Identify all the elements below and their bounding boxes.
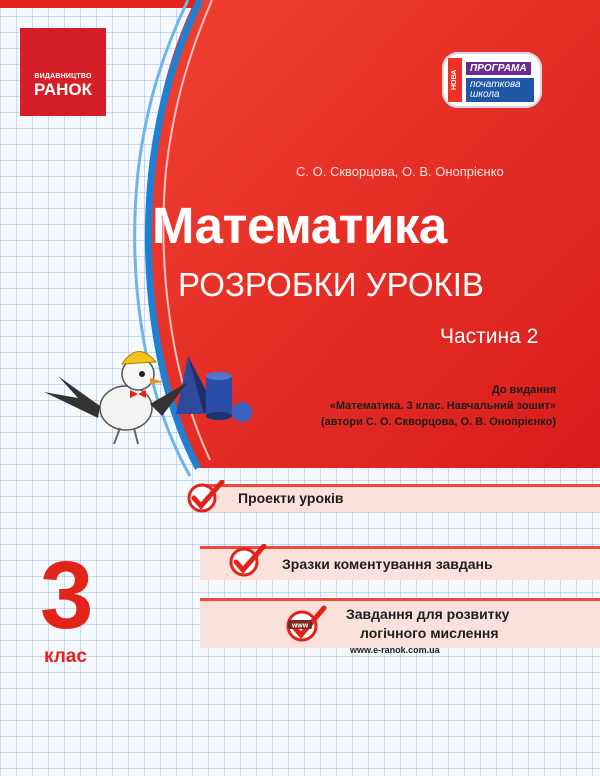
grade-number: 3: [40, 542, 94, 649]
feature-label-1: Проекти уроків: [238, 490, 344, 506]
check-icon: [228, 544, 268, 578]
feature-label-3-line2: логічного мислення: [360, 625, 499, 641]
grade-word: клас: [44, 646, 87, 667]
badge-line2: початкова: [470, 79, 521, 90]
feature-label-3-line1: Завдання для розвитку: [346, 606, 510, 622]
book-subtitle: РОЗРОБКИ УРОКІВ: [178, 266, 484, 303]
book-title: Математика: [152, 197, 447, 254]
edition-line1: До видання: [491, 384, 556, 396]
check-icon: [186, 480, 226, 514]
publisher-small-label: ВИДАВНИЦТВО: [34, 73, 92, 80]
badge-top: НОВА: [448, 58, 462, 102]
badge-line3: школа: [470, 89, 500, 100]
edition-line3: (автори С. О. Скворцова, О. В. Онопрієнко): [321, 416, 556, 428]
book-part: Частина 2: [440, 325, 539, 348]
badge-line1: ПРОГРАМА: [466, 62, 531, 75]
www-icon-text: www: [291, 622, 309, 630]
publisher-name: РАНОК: [34, 80, 92, 99]
feature-label-2: Зразки коментування завдань: [282, 556, 493, 572]
edition-line2: «Математика. 3 клас. Навчальний зошит»: [329, 400, 556, 412]
www-check-icon: [284, 604, 328, 644]
website-url: www.e-ranok.com.ua: [350, 645, 440, 655]
authors: С. О. Скворцова, О. В. Онопрієнко: [296, 164, 504, 179]
